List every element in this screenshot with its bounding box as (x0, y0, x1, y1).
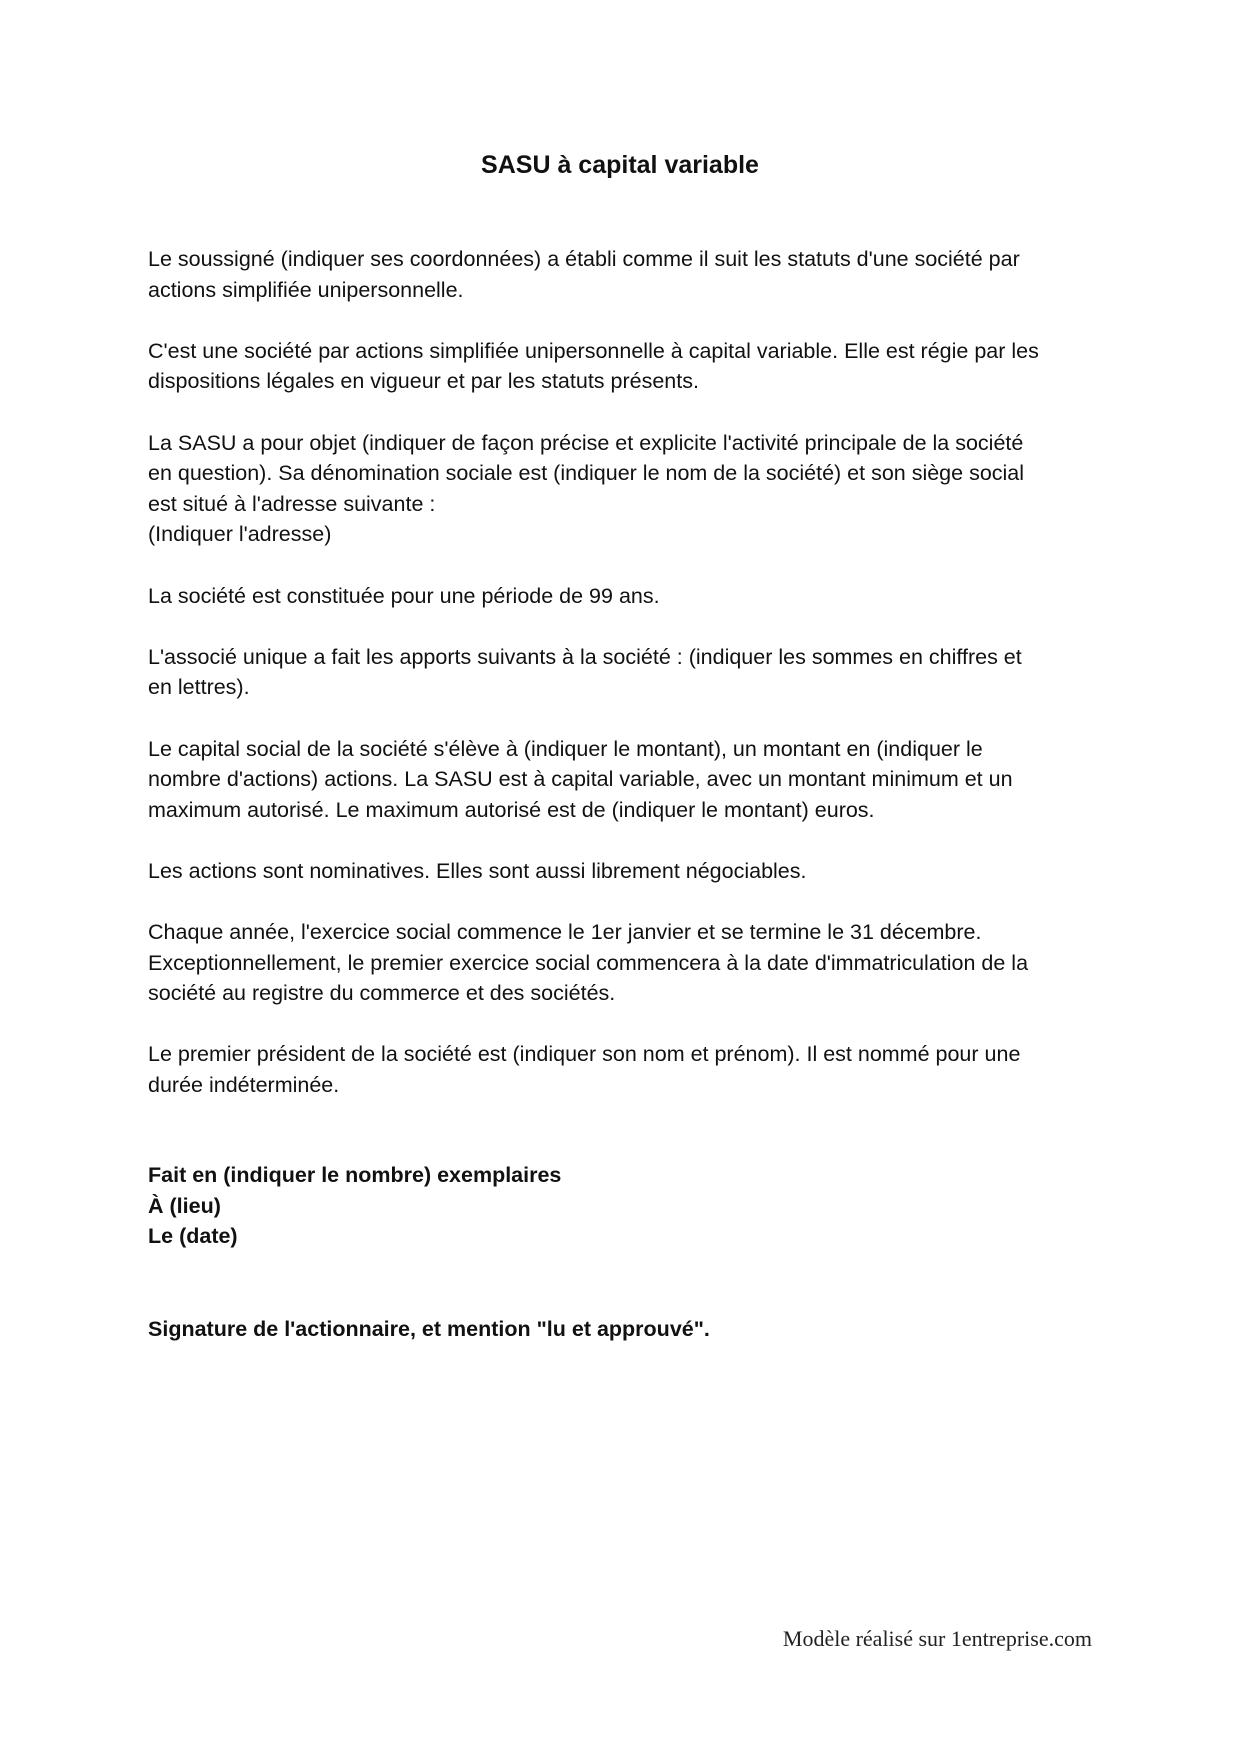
paragraph-legal-form (148, 336, 1108, 397)
paragraph-line: Le premier président de la société est (indiquer son nom et prénom). Il est nommé pour une (148, 1042, 1021, 1067)
paragraph-president (148, 1039, 1108, 1100)
paragraph-line: nombre d'actions) actions. La SASU est à capital variable, avec un montant minimum et un (148, 767, 1013, 792)
paragraph-fiscal-year (148, 917, 1108, 1009)
paragraph-line: Exceptionnellement, le premier exercice social commencera à la date d'immatriculation de la (148, 950, 1029, 975)
paragraph-line: est situé à l'adresse suivante : (148, 491, 436, 516)
document-title: SASU à capital variable (481, 151, 759, 179)
paragraph-line: actions simplifiée unipersonnelle. (148, 277, 464, 302)
signature-line: Signature de l'actionnaire, et mention "lu et approuvé". (148, 1317, 710, 1341)
paragraph-line: C'est une société par actions simplifiée unipersonnelle à capital variable. Elle est régie par les (148, 338, 1039, 363)
paragraph-line: dispositions légales en vigueur et par les statuts présents. (148, 369, 699, 394)
paragraph-line: La SASU a pour objet (indiquer de façon précise et explicite l'activité principale de la société (148, 430, 1024, 455)
closing-copies: Fait en (indiquer le nombre) exemplaires (148, 1163, 562, 1187)
paragraph-line: durée indéterminée. (148, 1073, 340, 1098)
closing-block (148, 1160, 1108, 1252)
closing-place: À (lieu) (148, 1193, 221, 1218)
paragraph-line: La société est constituée pour une période de 99 ans. (148, 583, 660, 608)
paragraph-line: Le soussigné (indiquer ses coordonnées) a établi comme il suit les statuts d'une société par (148, 247, 1020, 271)
paragraph-line: en lettres). (148, 675, 250, 700)
paragraph-shares (148, 856, 1108, 887)
paragraph-duration (148, 581, 1108, 612)
paragraph-line: Le capital social de la société s'élève à (indiquer le montant), un montant en (indiquer le (148, 736, 983, 761)
paragraph-intro (148, 244, 1108, 305)
footer-credit: Modèle réalisé sur 1entreprise.com (782, 1626, 1092, 1651)
paragraph-contributions (148, 642, 1108, 703)
paragraph-line: société au registre du commerce et des sociétés. (148, 981, 616, 1006)
closing-date: Le (date) (148, 1224, 238, 1249)
paragraph-line: en question). Sa dénomination sociale est (indiquer le nom de la société) et son siège social (148, 461, 1025, 486)
paragraph-line: L'associé unique a fait les apports suivants à la société : (indiquer les sommes en chiffres et (148, 644, 1022, 669)
paragraph-object (148, 428, 1108, 550)
paragraph-line: Chaque année, l'exercice social commence le 1er janvier et se termine le 31 décembre. (148, 920, 982, 945)
paragraph-capital (148, 734, 1108, 826)
document-body (148, 244, 1108, 1131)
paragraph-line: maximum autorisé. Le maximum autorisé est de (indiquer le montant) euros. (148, 797, 875, 822)
paragraph-line: Les actions sont nominatives. Elles sont aussi librement négociables. (148, 858, 807, 883)
paragraph-line: (Indiquer l'adresse) (148, 522, 332, 547)
